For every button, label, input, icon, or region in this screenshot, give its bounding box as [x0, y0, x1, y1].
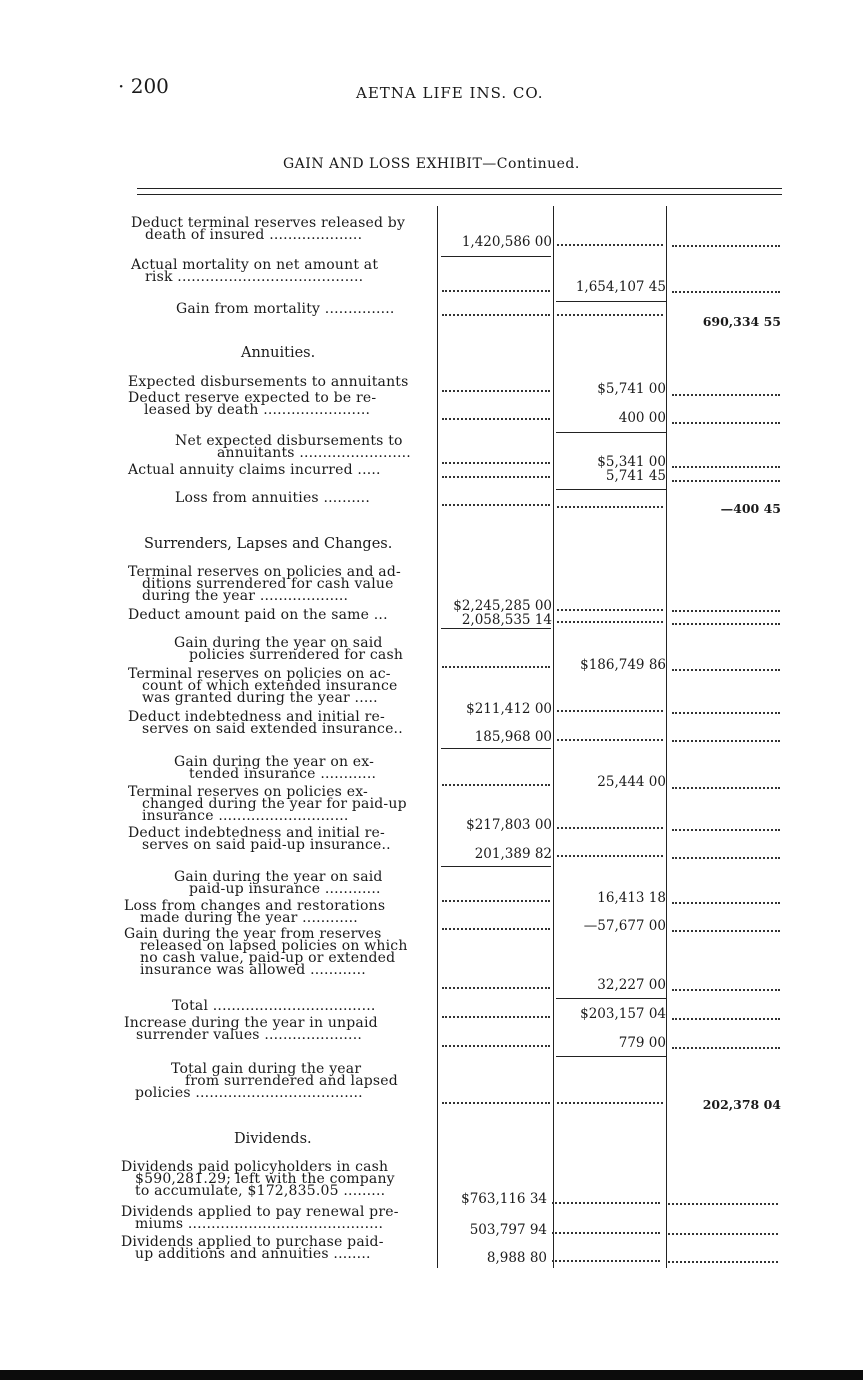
row-rule: [556, 432, 666, 433]
leader-dots: [557, 240, 663, 246]
row-deduct-reserve-label: Deduct reserve expected to be re- leased by death .......................: [128, 390, 377, 418]
leader-dots: [442, 500, 550, 506]
leader-dots: [442, 472, 550, 478]
row-dividends-paidup-col1: 8,988 80: [486, 1250, 547, 1266]
leader-dots: [442, 1041, 550, 1047]
row-dividends-cash-col1: $763,116 34: [461, 1191, 547, 1207]
leader-dots: [668, 1257, 778, 1263]
row-rule: [556, 489, 666, 490]
leader-dots: [672, 825, 780, 831]
row-terminal-surrendered-col1: $2,245,285 00: [453, 598, 552, 614]
row-gain-lapsed-col2: 32,227 00: [597, 977, 666, 993]
leader-dots: [672, 390, 780, 396]
row-rule: [441, 628, 551, 629]
row-net-expected-label: Net expected disbursements to annuitants ........................: [175, 433, 411, 461]
leader-dots: [557, 823, 663, 829]
row-deduct-terminal-label: Deduct terminal reserves released by death of insured ....................: [131, 215, 406, 243]
row-terminal-paidup-col1: $217,803 00: [466, 817, 552, 833]
page-number: · 200: [118, 74, 169, 98]
row-deduct-reserve-col2: 400 00: [618, 410, 666, 426]
row-expected-disb-label: Expected disbursements to annuitants: [128, 374, 409, 390]
row-dividends-paidup-label: Dividends applied to purchase paid- up additions and annuities ........: [121, 1234, 384, 1262]
leader-dots: [442, 924, 550, 930]
leader-dots: [672, 736, 780, 742]
row-deduct-indebtedness-paidup-label: Deduct indebtedness and initial re- serves on said paid-up insurance..: [128, 825, 391, 853]
leader-dots: [672, 476, 780, 482]
section-heading-dividends: Dividends.: [234, 1131, 312, 1147]
row-rule: [441, 748, 551, 749]
row-loss-annuities-col3: —400 45: [720, 501, 781, 516]
leader-dots: [552, 1198, 660, 1204]
section-heading-annuities: Annuities.: [241, 345, 316, 361]
row-terminal-paidup-label: Terminal reserves on policies ex- changed during the year for paid-up insurance ............................: [128, 784, 407, 824]
row-loss-changes-col2: —57,677 00: [583, 918, 666, 934]
leader-dots: [557, 1098, 663, 1104]
leader-dots: [672, 708, 780, 714]
leader-dots: [557, 706, 663, 712]
table-title: GAIN AND LOSS EXHIBIT—Continued.: [283, 156, 580, 172]
row-terminal-extended-col1: $211,412 00: [466, 701, 552, 717]
row-total-gain-surrendered-col3: 202,378 04: [702, 1097, 781, 1112]
row-loss-changes-label: Loss from changes and restorations made during the year ............: [124, 898, 386, 926]
row-total-col2: $203,157 04: [580, 1006, 666, 1022]
leader-dots: [672, 418, 780, 424]
leader-dots: [668, 1229, 778, 1235]
leader-dots: [442, 386, 550, 392]
leader-dots: [557, 617, 663, 623]
row-deduct-indebtedness-extended-col1: 185,968 00: [474, 729, 552, 745]
row-rule: [556, 1056, 666, 1057]
column-rule-3: [666, 206, 667, 1268]
row-actual-mortality-label: Actual mortality on net amount at risk ........................................: [131, 257, 379, 285]
leader-dots: [672, 1043, 780, 1049]
row-actual-annuity-label: Actual annuity claims incurred .....: [128, 462, 381, 478]
row-gain-mortality-label: Gain from mortality ...............: [176, 301, 395, 317]
row-increase-unpaid-col2: 779 00: [618, 1035, 666, 1051]
leader-dots: [672, 619, 780, 625]
top-rule: [137, 188, 782, 189]
section-heading-surrenders: Surrenders, Lapses and Changes.: [144, 536, 393, 552]
leader-dots: [442, 1098, 550, 1104]
row-actual-annuity-col2: 5,741 45: [605, 468, 666, 484]
leader-dots: [672, 898, 780, 904]
row-gain-surrendered-cash-col2: $186,749 86: [580, 657, 666, 673]
leader-dots: [557, 502, 663, 508]
leader-dots: [442, 983, 550, 989]
leader-dots: [668, 1199, 778, 1205]
column-rule-2: [553, 206, 554, 1268]
leader-dots: [552, 1256, 660, 1262]
row-dividends-cash-label: Dividends paid policyholders in cash $590,281.29; left with the company to accumulate, $172,835.05 .........: [121, 1159, 395, 1199]
row-terminal-surrendered-label: Terminal reserves on policies and ad- ditions surrendered for cash value during the year ...................: [128, 564, 401, 604]
row-rule: [556, 998, 666, 999]
row-net-expected-col2: $5,341 00: [597, 454, 666, 470]
row-total-label: Total ...................................: [172, 998, 376, 1014]
row-increase-unpaid-label: Increase during the year in unpaid surrender values .....................: [124, 1015, 378, 1043]
leader-dots: [442, 896, 550, 902]
leader-dots: [442, 458, 550, 464]
leader-dots: [557, 605, 663, 611]
leader-dots: [442, 662, 550, 668]
leader-dots: [672, 985, 780, 991]
row-expected-disb-col2: $5,741 00: [597, 381, 666, 397]
row-rule: [556, 301, 666, 302]
row-loss-annuities-label: Loss from annuities ..........: [175, 490, 370, 506]
leader-dots: [557, 851, 663, 857]
leader-dots: [442, 286, 550, 292]
leader-dots: [672, 462, 780, 468]
row-gain-extended-label: Gain during the year on ex- tended insurance ............: [174, 754, 377, 782]
row-dividends-renewal-label: Dividends applied to pay renewal pre- miums ..........................................: [121, 1204, 399, 1232]
row-deduct-indebtedness-extended-label: Deduct indebtedness and initial re- serves on said extended insurance..: [128, 709, 403, 737]
row-deduct-amount-paid-label: Deduct amount paid on the same ...: [128, 607, 388, 623]
row-gain-mortality-col3: 690,334 55: [702, 314, 781, 329]
row-gain-surrendered-cash-label: Gain during the year on said policies surrendered for cash: [174, 635, 404, 663]
row-dividends-renewal-col1: 503,797 94: [469, 1222, 547, 1238]
scan-edge: [0, 1370, 863, 1380]
row-deduct-terminal-col1: 1,420,586 00: [461, 234, 552, 250]
leader-dots: [442, 1012, 550, 1018]
row-gain-lapsed-label: Gain during the year from reserves released on lapsed policies on which no cash value, paid-up or extended insurance was allowed ............: [124, 926, 408, 978]
row-rule: [441, 866, 551, 867]
leader-dots: [442, 310, 550, 316]
row-total-gain-surrendered-label: Total gain during the year from surrendered and lapsed policies ....................................: [135, 1061, 398, 1101]
leader-dots: [672, 1014, 780, 1020]
row-gain-extended-col2: 25,444 00: [597, 774, 666, 790]
leader-dots: [672, 783, 780, 789]
row-deduct-indebtedness-paidup-col1: 201,389 82: [474, 846, 552, 862]
leader-dots: [552, 1228, 660, 1234]
leader-dots: [442, 414, 550, 420]
running-head: AETNA LIFE INS. CO.: [356, 84, 544, 102]
leader-dots: [557, 735, 663, 741]
column-rule-1: [437, 206, 438, 1268]
leader-dots: [672, 606, 780, 612]
leader-dots: [672, 665, 780, 671]
leader-dots: [672, 287, 780, 293]
leader-dots: [672, 853, 780, 859]
leader-dots: [672, 926, 780, 932]
row-gain-paidup-col2: 16,413 18: [597, 890, 666, 906]
row-gain-paidup-label: Gain during the year on said paid-up insurance ............: [174, 869, 383, 897]
row-rule: [441, 256, 551, 257]
row-actual-mortality-col2: 1,654,107 45: [575, 279, 666, 295]
top-rule-inner: [137, 194, 782, 195]
row-terminal-extended-label: Terminal reserves on policies on ac- count of which extended insurance was granted during the year .....: [128, 666, 398, 706]
row-deduct-amount-paid-col1: 2,058,535 14: [461, 612, 552, 628]
leader-dots: [557, 310, 663, 316]
leader-dots: [442, 780, 550, 786]
leader-dots: [672, 241, 780, 247]
